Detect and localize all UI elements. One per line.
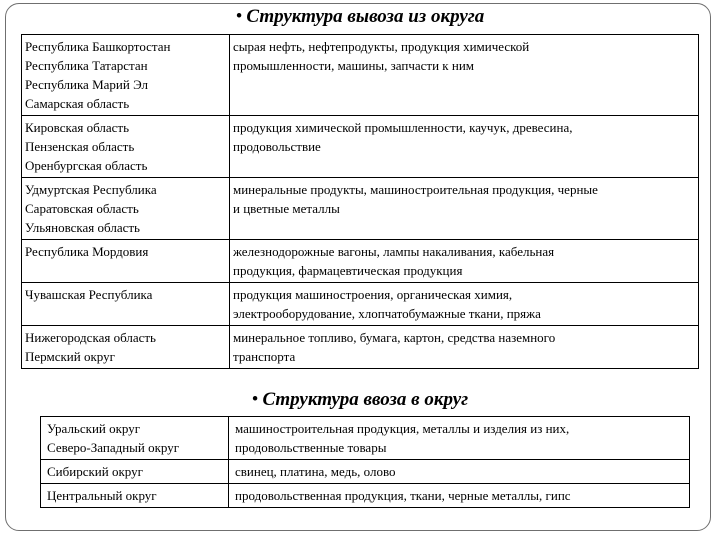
region-name: Оренбургская область	[25, 158, 148, 173]
region-name: Самарская область	[25, 96, 130, 111]
table-row	[22, 326, 699, 369]
goods-text: продукция химической промышленности, каучук, древесина,	[233, 120, 573, 135]
region-name: Северо-Западный округ	[47, 440, 180, 455]
goods-cell	[229, 417, 690, 460]
goods-text: и цветные металлы	[233, 201, 340, 216]
table-row	[41, 484, 690, 508]
goods-cell	[230, 178, 699, 240]
table-row	[41, 460, 690, 484]
region-name: Ульяновская область	[25, 220, 140, 235]
goods-cell	[230, 283, 699, 326]
region-name: Кировская область	[25, 120, 130, 135]
region-name: Республика Башкортостан	[25, 39, 171, 54]
goods-text: продовольственная продукция, ткани, черные металлы, гипс	[235, 488, 571, 503]
region-name: Сибирский округ	[47, 464, 143, 479]
region-name: Центральный округ	[47, 488, 157, 503]
region-cell	[41, 460, 229, 484]
region-cell	[22, 116, 230, 178]
region-name: Удмуртская Республика	[25, 182, 157, 197]
export-title: Структура вывоза из округа	[246, 6, 485, 27]
region-name: Пензенская область	[25, 139, 135, 154]
goods-text: промышленности, машины, запчасти к ним	[233, 58, 475, 73]
import-heading	[0, 389, 720, 411]
goods-text: сырая нефть, нефтепродукты, продукция химической	[233, 39, 530, 54]
region-name: Нижегородская область	[25, 330, 156, 345]
region-cell	[22, 326, 230, 369]
region-name: Республика Мордовия	[25, 244, 149, 259]
goods-cell	[229, 484, 690, 508]
goods-cell	[230, 116, 699, 178]
goods-cell	[230, 35, 699, 116]
region-cell	[22, 178, 230, 240]
region-name: Саратовская область	[25, 201, 139, 216]
goods-text: электрооборудование, хлопчатобумажные ткани, пряжа	[233, 306, 541, 321]
goods-text: продовольствие	[233, 139, 321, 154]
table-row	[22, 283, 699, 326]
goods-text: продовольственные товары	[235, 440, 387, 455]
goods-text: продукция, фармацевтическая продукция	[233, 263, 463, 278]
goods-text: свинец, платина, медь, олово	[235, 464, 396, 479]
goods-cell	[229, 460, 690, 484]
region-name: Чувашская Республика	[25, 287, 153, 302]
region-cell	[22, 35, 230, 116]
export-heading	[0, 6, 720, 28]
goods-text: минеральное топливо, бумага, картон, средства наземного	[233, 330, 556, 345]
region-name: Уральский округ	[47, 421, 141, 436]
region-name: Республика Татарстан	[25, 58, 148, 73]
goods-text: продукция машиностроения, органическая химия,	[233, 287, 513, 302]
goods-cell	[230, 326, 699, 369]
goods-text: железнодорожные вагоны, лампы накаливания, кабельная	[233, 244, 555, 259]
goods-text: минеральные продукты, машиностроительная продукция, черные	[233, 182, 598, 197]
table-row	[22, 116, 699, 178]
goods-text: машиностроительная продукция, металлы и изделия из них,	[235, 421, 570, 436]
region-name: Пермский округ	[25, 349, 115, 364]
region-cell	[22, 240, 230, 283]
table-row	[22, 240, 699, 283]
bullet-icon: •	[235, 6, 243, 27]
export-table	[21, 34, 699, 369]
region-name: Республика Марий Эл	[25, 77, 148, 92]
table-row	[22, 35, 699, 116]
table-row	[41, 417, 690, 460]
import-table	[40, 416, 690, 508]
goods-text: транспорта	[233, 349, 296, 364]
table-row	[22, 178, 699, 240]
region-cell	[41, 417, 229, 460]
region-cell	[22, 283, 230, 326]
bullet-icon: •	[251, 389, 259, 410]
import-title: Структура ввоза в округ	[262, 389, 469, 410]
region-cell	[41, 484, 229, 508]
goods-cell	[230, 240, 699, 283]
